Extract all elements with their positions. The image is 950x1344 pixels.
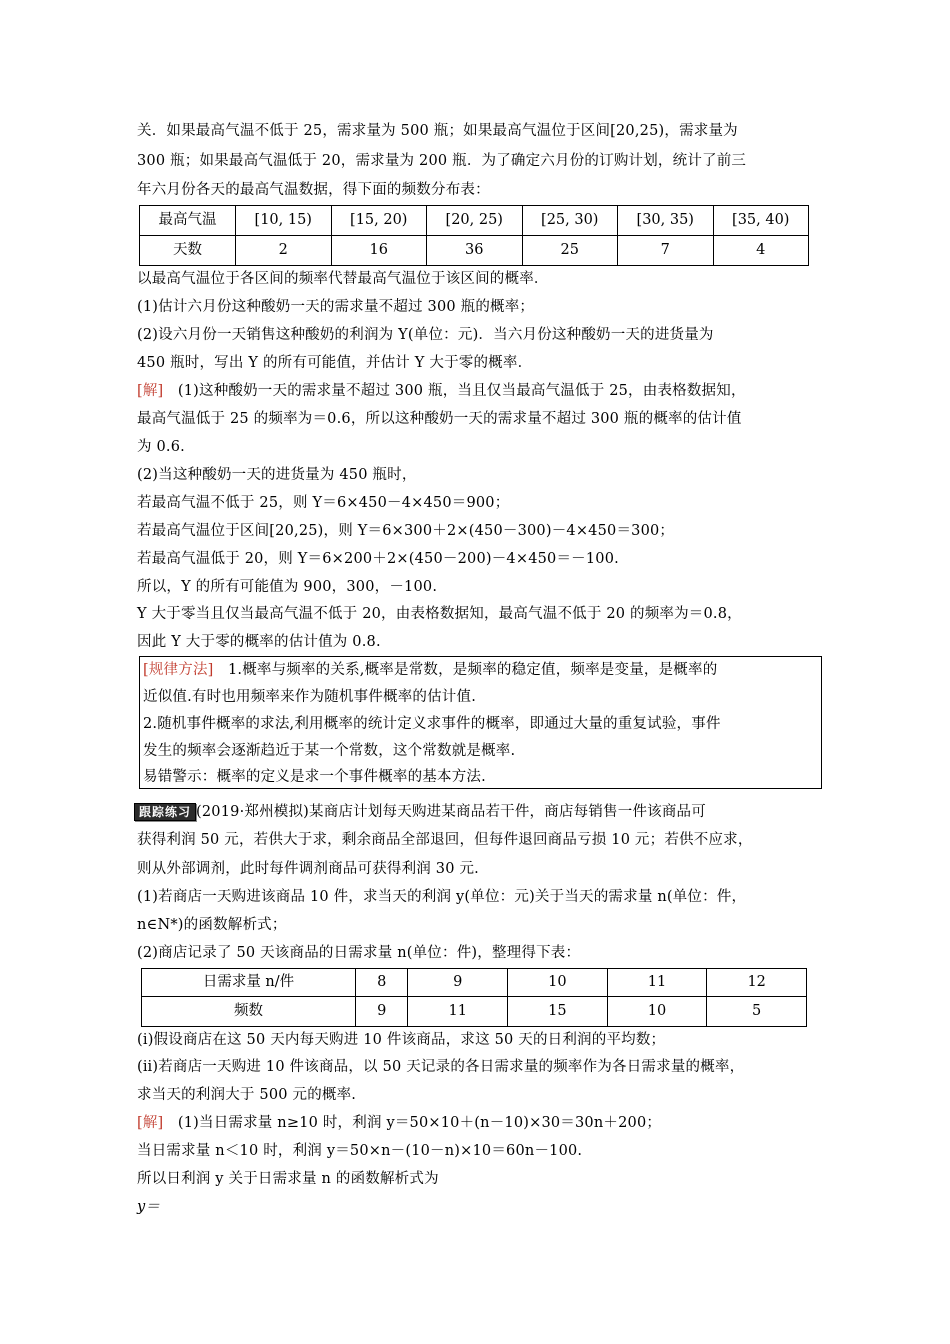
solution-1-line-5: 若最高气温不低于 25，则 Y＝6×450－4×450＝900；	[137, 495, 510, 511]
table-cell: 7	[618, 236, 714, 266]
question-2-part-a: (2)设六月份一天销售这种酸奶的利润为 Y(单位：元)．当六月份这种酸奶一天的进货量为	[137, 327, 714, 343]
table-cell: [15, 20)	[331, 206, 427, 236]
solution-1-line-7: 若最高气温低于 20，则 Y＝6×200＋2×(450－200)－4×450＝－100.	[137, 551, 619, 567]
table-cell: 9	[356, 997, 408, 1027]
solution-1-line-1	[137, 384, 746, 399]
practice-line-3: 则从外部调剂，此时每件调剂商品可获得利润 30 元.	[137, 861, 479, 877]
table-cell: 11	[408, 997, 508, 1027]
intro-line-1: 关．如果最高气温不低于 25，需求量为 500 瓶；如果最高气温位于区间[20,25)，需求量为	[137, 123, 738, 139]
table-cell: 36	[427, 236, 523, 266]
practice-line-2: 获得利润 50 元，若供大于求，剩余商品全部退回，但每件退回商品亏损 10 元；若供不应求，	[137, 832, 753, 848]
table-cell: 9	[408, 969, 508, 997]
intro-line-2: 300 瓶；如果最高气温低于 20，需求量为 200 瓶．为了确定六月份的订购计划，统计了前三	[137, 153, 747, 169]
problem-line-1: 以最高气温位于各区间的频率代替最高气温位于该区间的概率．	[137, 271, 549, 287]
method-line-1	[143, 663, 717, 678]
table-cell: 12	[707, 969, 807, 997]
table-cell: [25, 30)	[522, 206, 618, 236]
solution-text: (1)当日需求量 n≥10 时，利润 y＝50×10＋(n－10)×30＝30n＋200；	[177, 1115, 662, 1131]
practice-question-1b: n∈N*)的函数解析式；	[137, 917, 287, 933]
table-cell: 4	[713, 236, 809, 266]
solution-1-line-3: 为 0.6.	[137, 439, 185, 455]
solution-1-line-4: (2)当这种酸奶一天的进货量为 450 瓶时，	[137, 467, 417, 483]
table-row	[142, 969, 807, 997]
method-line-5: 易错警示：概率的定义是求一个事件概率的基本方法.	[143, 769, 486, 785]
solution-tag: [解]	[137, 383, 164, 399]
intro-line-3: 年六月份各天的最高气温数据，得下面的频数分布表：	[137, 182, 490, 198]
table-cell: [30, 35)	[618, 206, 714, 236]
practice-text: (2019·郑州模拟)某商店计划每天购进某商品若干件，商店每销售一件该商品可	[196, 804, 706, 820]
solution-2-line-4: y＝	[137, 1199, 161, 1215]
table-cell: 日需求量 n/件	[142, 969, 356, 997]
practice-question-2: (2)商店记录了 50 天该商品的日需求量 n(单位：件)，整理得下表：	[137, 945, 581, 961]
table-cell: [10, 15)	[236, 206, 332, 236]
table-cell: 2	[236, 236, 332, 266]
solution-2-line-2: 当日需求量 n＜10 时，利润 y＝50×n－(10－n)×10＝60n－100.	[137, 1143, 583, 1159]
solution-text: (1)这种酸奶一天的需求量不超过 300 瓶，当且仅当最高气温低于 25，由表格数据知，	[177, 383, 746, 399]
table-cell: 频数	[142, 997, 356, 1027]
table-cell: 天数	[140, 236, 236, 266]
practice-line-1	[134, 803, 706, 821]
solution-1-line-10: 因此 Y 大于零的概率的估计值为 0.8.	[137, 634, 381, 650]
table-cell: 10	[508, 969, 608, 997]
table-cell: [20, 25)	[427, 206, 523, 236]
table-cell: 15	[508, 997, 608, 1027]
practice-tag: 跟踪练习	[134, 803, 196, 821]
solution-1-line-2: 最高气温低于 25 的频率为＝0.6，所以这种酸奶一天的需求量不超过 300 瓶的概率的估计值	[137, 411, 742, 427]
method-line-2: 近似值.有时也用频率来作为随机事件概率的估计值.	[143, 689, 477, 705]
practice-question-1a: (1)若商店一天购进该商品 10 件，求当天的利润 y(单位：元)关于当天的需求量 n(单位：件，	[137, 889, 747, 905]
table-cell: 16	[331, 236, 427, 266]
practice-subquestion-ii-b: 求当天的利润大于 500 元的概率.	[137, 1087, 357, 1103]
demand-frequency-table	[141, 968, 807, 1027]
table-cell: [35, 40)	[713, 206, 809, 236]
table-cell: 最高气温	[140, 206, 236, 236]
method-tag: [规律方法]	[143, 662, 214, 678]
solution-1-line-6: 若最高气温位于区间[20,25)，则 Y＝6×300＋2×(450－300)－4×450＝300；	[137, 523, 675, 539]
table-cell: 10	[607, 997, 707, 1027]
table-cell: 25	[522, 236, 618, 266]
temperature-frequency-table	[139, 205, 809, 266]
solution-1-line-8: 所以，Y 的所有可能值为 900，300，－100.	[137, 579, 438, 595]
method-text: 1.概率与频率的关系,概率是常数，是频率的稳定值，频率是变量，是概率的	[227, 662, 718, 678]
practice-subquestion-ii-a: (ⅱ)若商店一天购进 10 件该商品，以 50 天记录的各日需求量的频率作为各日需求量的概率，	[137, 1059, 745, 1075]
table-cell: 11	[607, 969, 707, 997]
solution-tag: [解]	[137, 1115, 164, 1131]
question-2-part-b: 450 瓶时，写出 Y 的所有可能值，并估计 Y 大于零的概率．	[137, 355, 533, 371]
table-cell: 8	[356, 969, 408, 997]
method-summary-box	[139, 656, 822, 789]
question-1: (1)估计六月份这种酸奶一天的需求量不超过 300 瓶的概率；	[137, 299, 535, 315]
table-row	[140, 206, 809, 236]
table-row	[140, 236, 809, 266]
method-line-3: 2.随机事件概率的求法,利用概率的统计定义求事件的概率，即通过大量的重复试验，事件	[143, 716, 721, 732]
table-row	[142, 997, 807, 1027]
method-line-4: 发生的频率会逐渐趋近于某一个常数，这个常数就是概率.	[143, 743, 516, 759]
practice-subquestion-i: (ⅰ)假设商店在这 50 天内每天购进 10 件该商品，求这 50 天的日利润的平均数；	[137, 1032, 666, 1048]
solution-2-line-1	[137, 1116, 661, 1131]
solution-2-line-3: 所以日利润 y 关于日需求量 n 的函数解析式为	[137, 1171, 439, 1187]
solution-1-line-9: Y 大于零当且仅当最高气温不低于 20，由表格数据知，最高气温不低于 20 的频率为＝0.8，	[137, 606, 742, 622]
table-cell: 5	[707, 997, 807, 1027]
